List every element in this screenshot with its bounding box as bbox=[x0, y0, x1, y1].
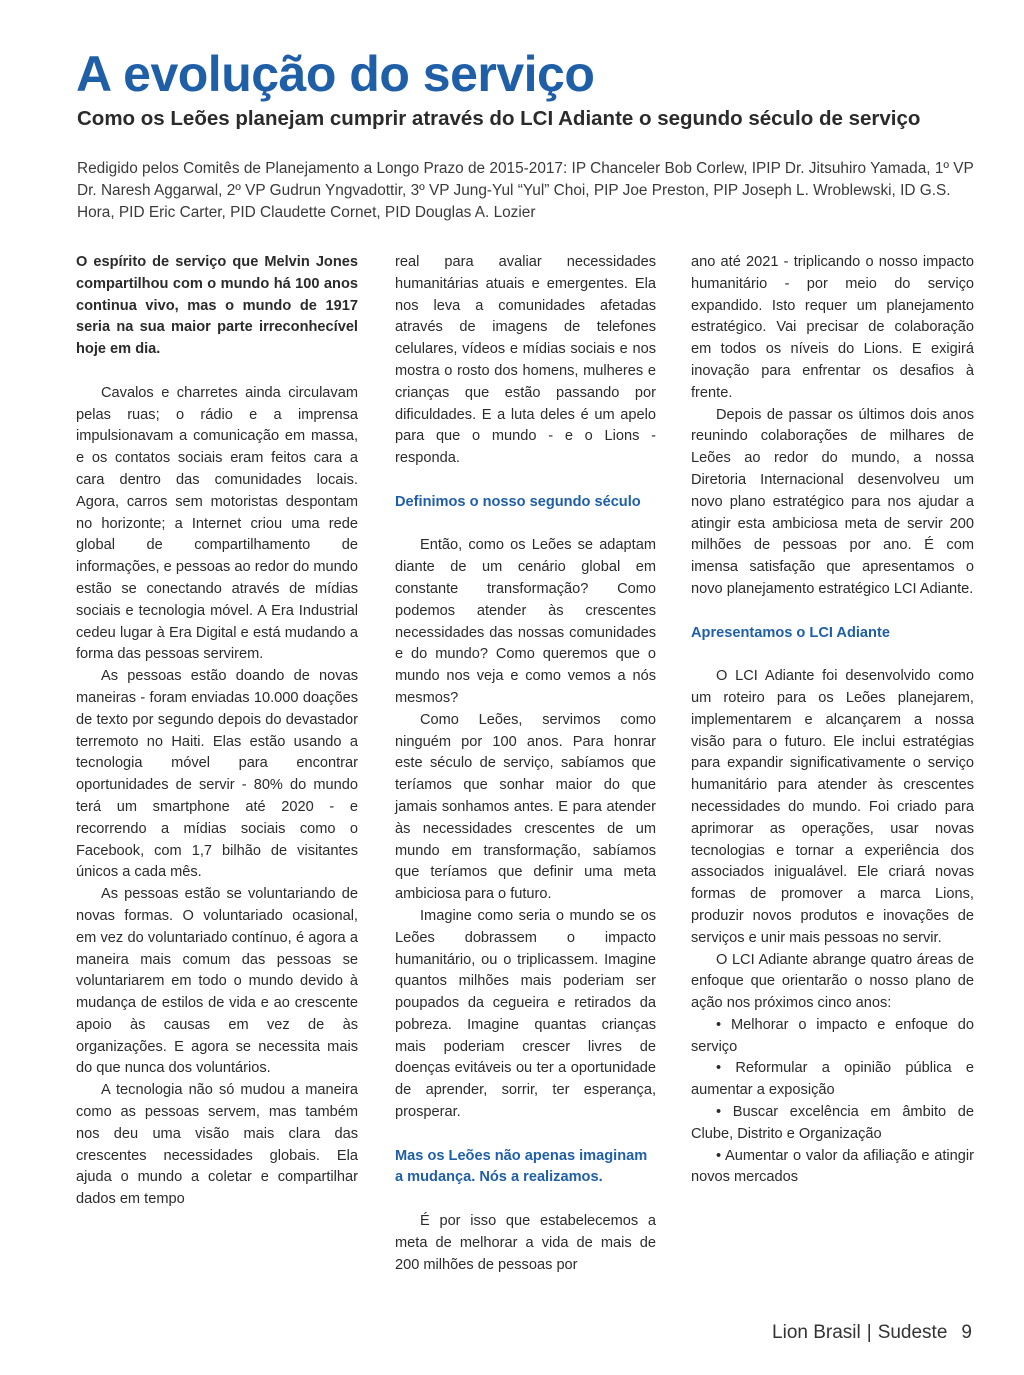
paragraph: real para avaliar necessidades humanitárias atuais e emergentes. Ela nos leva a comunidades afetadas através de imagens de telefones celulares, vídeos e mídias sociais e nos mostra o rosto dos homens, mulheres e crianças que estão passando por dificuldades. E a luta deles é um apelo para que o mundo - e o Lions - responda. bbox=[395, 254, 656, 467]
paragraph: Cavalos e charretes ainda circulavam pelas ruas; o rádio e a imprensa impulsionavam a comunicação em massa, e os contatos sociais eram feitos cara a cara dentro das comunidades locais. Agora, carros sem motoristas despontam no horizonte; a Internet criou uma rede global de compartilhamento de informações, e pessoas ao redor do mundo estão se conectando através de mídias sociais e tecnologia móvel. A Era Industrial cedeu lugar à Era Digital e está mudando a forma das pessoas servirem. bbox=[76, 384, 358, 663]
article-byline: Redigido pelos Comitês de Planejamento a Longo Prazo de 2015-2017: IP Chanceler Bob Corlew, IPIP Dr. Jitsuhiro Yamada, 1º VP Dr. Naresh Aggarwal, 2º VP Gudrun Yngvadottir, 3º VP Jung-Yul “Yul” Choi, PIP Joe Preston, PIP Joseph L. Wroblewski, ID G.S. Hora, PID Eric Carter, PID Claudette Cornet, PID Douglas A. Lozier bbox=[77, 160, 974, 221]
bullet-item: • Melhorar o impacto e enfoque do serviço bbox=[691, 1016, 974, 1055]
paragraph: Imagine como seria o mundo se os Leões dobrassem o impacto humanitário, ou o triplicassem. Imagine quantos milhões mais poderiam ser poupados da cegueira e retirados da pobreza. Imagine quantas crianças mais poderiam crescer livres de doenças evitáveis ou ter a oportunidade de aprender, sorrir, ter esperança, prosperar. bbox=[395, 907, 656, 1121]
footer-separator: | bbox=[866, 1322, 872, 1343]
paragraph: O LCI Adiante foi desenvolvido como um roteiro para os Leões planejarem, implementarem e alcançarem a nossa visão para o futuro. Ele inclui estratégias para expandir significativamente o serviço humanitário para atender às crescentes necessidades do mundo. Foi criado para aprimorar as operações, usar novas tecnologias e tornar a experiência dos associados inigualável. Ele criará novas formas de promover a marca Lions, produzir novos produtos e inovações de serviços e unir mais pessoas no servir. bbox=[691, 668, 974, 946]
publication-name: Lion Brasil bbox=[772, 1322, 861, 1343]
page-number: 9 bbox=[961, 1322, 972, 1343]
region-name: Sudeste bbox=[877, 1322, 948, 1343]
paragraph: Como Leões, servimos como ninguém por 100 anos. Para honrar este século de serviço, sabíamos que teríamos que sonhar maior do que jamais sonhamos antes. E para atender às necessidades crescentes de um mundo em transformação, sabíamos que teríamos que definir uma meta ambiciosa para o futuro. bbox=[395, 711, 656, 903]
paragraph: As pessoas estão doando de novas maneiras - foram enviadas 10.000 doações de texto por segundo depois do devastador terremoto no Haiti. Elas estão usando a tecnologia móvel para encontrar oportunidades de servir - 80% do mundo terá um smartphone até 2020 - e recorrendo a mídias sociais como o Facebook, com 1,7 bilhão de visitantes únicos a cada mês. bbox=[76, 668, 358, 881]
bullet-item: • Aumentar o valor da afiliação e atingir novos mercados bbox=[691, 1147, 974, 1186]
article-subtitle: Como os Leões planejam cumprir através do LCI Adiante o segundo século de serviço bbox=[77, 107, 921, 130]
paragraph: ano até 2021 - triplicando o nosso impacto humanitário - por meio do serviço expandido. Isto requer um planejamento estratégico. Vai precisar de colaboração em todos os níveis do Lions. E exigirá inovação para enfrentar os desafios à frente. bbox=[691, 254, 974, 401]
bullet-item: • Reformular a opinião pública e aumentar a exposição bbox=[691, 1060, 974, 1099]
text-column-1 bbox=[76, 252, 358, 1211]
article-title: A evolução do serviço bbox=[76, 46, 595, 102]
text-column-3 bbox=[691, 252, 974, 1189]
paragraph: É por isso que estabelecemos a meta de melhorar a vida de mais de 200 milhões de pessoas por bbox=[395, 1213, 656, 1273]
lead-paragraph: O espírito de serviço que Melvin Jones compartilhou com o mundo há 100 anos continua vivo, mas o mundo de 1917 seria na sua maior parte irreconhecível hoje em dia. bbox=[76, 254, 358, 358]
paragraph: A tecnologia não só mudou a maneira como as pessoas servem, mas também nos deu uma visão mais clara das crescentes necessidades globais. Ela ajuda o mundo a coletar e compartilhar dados em tempo bbox=[76, 1082, 358, 1208]
bullet-item: • Buscar excelência em âmbito de Clube, Distrito e Organização bbox=[691, 1104, 974, 1142]
section-heading: Apresentamos o LCI Adiante bbox=[691, 624, 890, 641]
text-column-2 bbox=[395, 252, 656, 1276]
paragraph: O LCI Adiante abrange quatro áreas de enfoque que orientarão o nosso plano de ação nos próximos cinco anos: bbox=[691, 951, 974, 1012]
paragraph: Depois de passar os últimos dois anos reunindo colaborações de milhares de Leões ao redor do mundo, a nossa Diretoria Internacional desenvolveu um novo plano estratégico para nos ajudar a atingir esta ambiciosa meta de servir 200 milhões de pessoas por ano. É com imensa satisfação que apresentamos o novo planejamento estratégico LCI Adiante. bbox=[691, 406, 974, 597]
section-heading: Definimos o nosso segundo século bbox=[395, 493, 641, 510]
section-heading: Mas os Leões não apenas imaginam a mudança. Nós a realizamos. bbox=[395, 1147, 648, 1186]
page-footer bbox=[772, 1320, 972, 1346]
paragraph: As pessoas estão se voluntariando de novas formas. O voluntariado ocasional, em vez do voluntariado contínuo, é agora a maneira mais comum das pessoas se voluntariarem em todo o mundo devido à mudança de estilos de vida e ao crescente apoio às causas em vez de às organizações. E agora se necessita mais do que nunca dos voluntários. bbox=[76, 886, 358, 1077]
paragraph: Então, como os Leões se adaptam diante de um cenário global em constante transformação? Como podemos atender às crescentes necessidades das nossas comunidades e do mundo? Como queremos que o mundo nos veja e como vemos a nós mesmos? bbox=[395, 537, 656, 706]
